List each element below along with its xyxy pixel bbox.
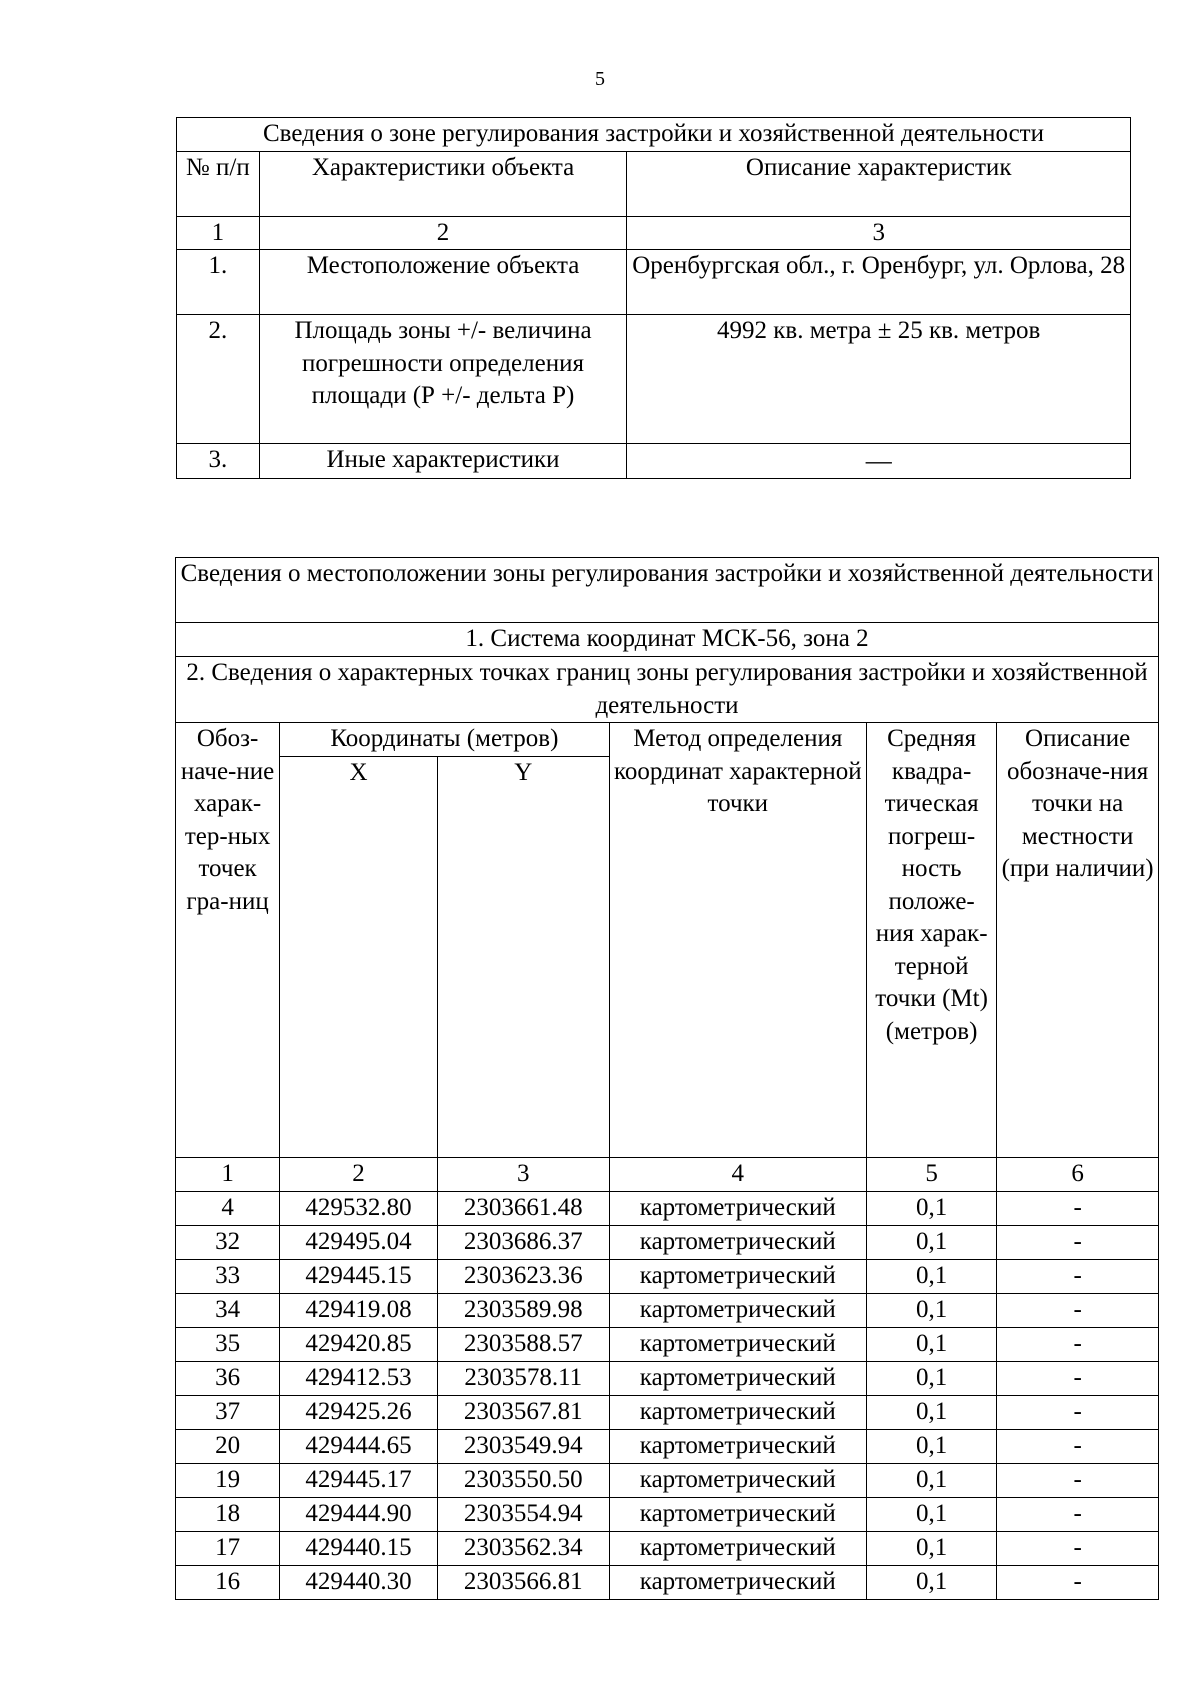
table-row: [176, 1396, 1159, 1430]
col-number: 5: [867, 1158, 997, 1192]
header-y: Y: [437, 757, 609, 1158]
point-description: -: [997, 1566, 1159, 1600]
table-row: [176, 1260, 1159, 1294]
point-error: 0,1: [867, 1498, 997, 1532]
table-row: [176, 1430, 1159, 1464]
point-error: 0,1: [867, 1192, 997, 1226]
row-characteristic: Иные характеристики: [259, 444, 627, 479]
point-designation: 16: [176, 1566, 280, 1600]
point-y: 2303567.81: [437, 1396, 609, 1430]
col-number: 3: [627, 216, 1131, 250]
coord-system: 1. Система координат МСК-56, зона 2: [176, 623, 1159, 657]
point-y: 2303588.57: [437, 1328, 609, 1362]
header-point-description: Описание обозначе-ния точки на местности (при наличии): [997, 723, 1159, 1158]
table-row: [177, 250, 1131, 315]
point-y: 2303578.11: [437, 1362, 609, 1396]
point-description: -: [997, 1260, 1159, 1294]
col-number: 2: [280, 1158, 438, 1192]
point-x: 429420.85: [280, 1328, 438, 1362]
table-row: [176, 1362, 1159, 1396]
point-designation: 36: [176, 1362, 280, 1396]
point-description: -: [997, 1498, 1159, 1532]
point-y: 2303550.50: [437, 1464, 609, 1498]
point-designation: 4: [176, 1192, 280, 1226]
point-designation: 35: [176, 1328, 280, 1362]
point-error: 0,1: [867, 1294, 997, 1328]
point-method: картометрический: [609, 1226, 866, 1260]
point-y: 2303623.36: [437, 1260, 609, 1294]
point-x: 429532.80: [280, 1192, 438, 1226]
zone-info-table: [176, 117, 1131, 479]
table-row: [176, 1566, 1159, 1600]
point-x: 429495.04: [280, 1226, 438, 1260]
point-error: 0,1: [867, 1430, 997, 1464]
col-number: 4: [609, 1158, 866, 1192]
point-method: картометрический: [609, 1498, 866, 1532]
point-method: картометрический: [609, 1430, 866, 1464]
point-error: 0,1: [867, 1464, 997, 1498]
table-row: [177, 444, 1131, 479]
points-title: 2. Сведения о характерных точках границ зоны регулирования застройки и хозяйственной деятельности: [176, 657, 1159, 723]
row-description: —: [627, 444, 1131, 479]
point-description: -: [997, 1328, 1159, 1362]
point-method: картометрический: [609, 1464, 866, 1498]
header-designation: Обоз-наче-ние харак-тер-ных точек гра-ниц: [176, 723, 280, 1158]
col-number: 3: [437, 1158, 609, 1192]
point-method: картометрический: [609, 1566, 866, 1600]
point-error: 0,1: [867, 1362, 997, 1396]
table-row: [176, 1532, 1159, 1566]
row-num: 2.: [177, 315, 260, 444]
point-description: -: [997, 1294, 1159, 1328]
point-error: 0,1: [867, 1396, 997, 1430]
point-x: 429444.90: [280, 1498, 438, 1532]
point-error: 0,1: [867, 1226, 997, 1260]
col-number: 1: [176, 1158, 280, 1192]
point-description: -: [997, 1362, 1159, 1396]
zone-info-title: Сведения о зоне регулирования застройки и хозяйственной деятельности: [177, 118, 1131, 152]
point-x: 429440.30: [280, 1566, 438, 1600]
point-designation: 20: [176, 1430, 280, 1464]
row-num: 3.: [177, 444, 260, 479]
point-y: 2303566.81: [437, 1566, 609, 1600]
point-method: картометрический: [609, 1192, 866, 1226]
point-designation: 32: [176, 1226, 280, 1260]
point-error: 0,1: [867, 1328, 997, 1362]
table-row: [176, 1328, 1159, 1362]
page-number: 5: [595, 68, 605, 90]
point-description: -: [997, 1464, 1159, 1498]
point-designation: 17: [176, 1532, 280, 1566]
point-designation: 33: [176, 1260, 280, 1294]
point-description: -: [997, 1532, 1159, 1566]
point-description: -: [997, 1192, 1159, 1226]
point-error: 0,1: [867, 1532, 997, 1566]
table-row: [176, 1294, 1159, 1328]
row-description: 4992 кв. метра ± 25 кв. метров: [627, 315, 1131, 444]
header-coords: Координаты (метров): [280, 723, 609, 757]
point-y: 2303549.94: [437, 1430, 609, 1464]
table-row: [176, 1192, 1159, 1226]
point-designation: 34: [176, 1294, 280, 1328]
row-characteristic: Площадь зоны +/- величина погрешности определения площади (Р +/- дельта Р): [259, 315, 627, 444]
location-info-table: [175, 557, 1159, 1600]
point-designation: 19: [176, 1464, 280, 1498]
location-info-title: Сведения о местоположении зоны регулирования застройки и хозяйственной деятельности: [176, 558, 1159, 623]
point-x: 429440.15: [280, 1532, 438, 1566]
header-x: X: [280, 757, 438, 1158]
point-description: -: [997, 1396, 1159, 1430]
point-x: 429444.65: [280, 1430, 438, 1464]
point-method: картометрический: [609, 1362, 866, 1396]
table-row: [176, 1498, 1159, 1532]
point-y: 2303661.48: [437, 1192, 609, 1226]
point-x: 429412.53: [280, 1362, 438, 1396]
header-method: Метод определения координат характерной точки: [609, 723, 866, 1158]
point-x: 429445.15: [280, 1260, 438, 1294]
col-number: 2: [259, 216, 627, 250]
header-description: Описание характеристик: [627, 151, 1131, 216]
point-y: 2303686.37: [437, 1226, 609, 1260]
point-y: 2303589.98: [437, 1294, 609, 1328]
table-row: [176, 1464, 1159, 1498]
point-method: картометрический: [609, 1260, 866, 1294]
point-x: 429419.08: [280, 1294, 438, 1328]
table-row: [177, 315, 1131, 444]
col-number: 6: [997, 1158, 1159, 1192]
col-number: 1: [177, 216, 260, 250]
row-num: 1.: [177, 250, 260, 315]
point-x: 429425.26: [280, 1396, 438, 1430]
row-description: Оренбургская обл., г. Оренбург, ул. Орлова, 28: [627, 250, 1131, 315]
row-characteristic: Местоположение объекта: [259, 250, 627, 315]
point-description: -: [997, 1226, 1159, 1260]
header-num: № п/п: [177, 151, 260, 216]
header-error: Средняя квадра-тическая погреш-ность положе-ния харак-терной точки (Mt) (метров): [867, 723, 997, 1158]
point-designation: 37: [176, 1396, 280, 1430]
point-y: 2303562.34: [437, 1532, 609, 1566]
point-y: 2303554.94: [437, 1498, 609, 1532]
point-x: 429445.17: [280, 1464, 438, 1498]
point-error: 0,1: [867, 1566, 997, 1600]
point-description: -: [997, 1430, 1159, 1464]
point-method: картометрический: [609, 1294, 866, 1328]
header-characteristic: Характеристики объекта: [259, 151, 627, 216]
point-method: картометрический: [609, 1396, 866, 1430]
point-method: картометрический: [609, 1532, 866, 1566]
point-method: картометрический: [609, 1328, 866, 1362]
point-designation: 18: [176, 1498, 280, 1532]
point-error: 0,1: [867, 1260, 997, 1294]
table-row: [176, 1226, 1159, 1260]
